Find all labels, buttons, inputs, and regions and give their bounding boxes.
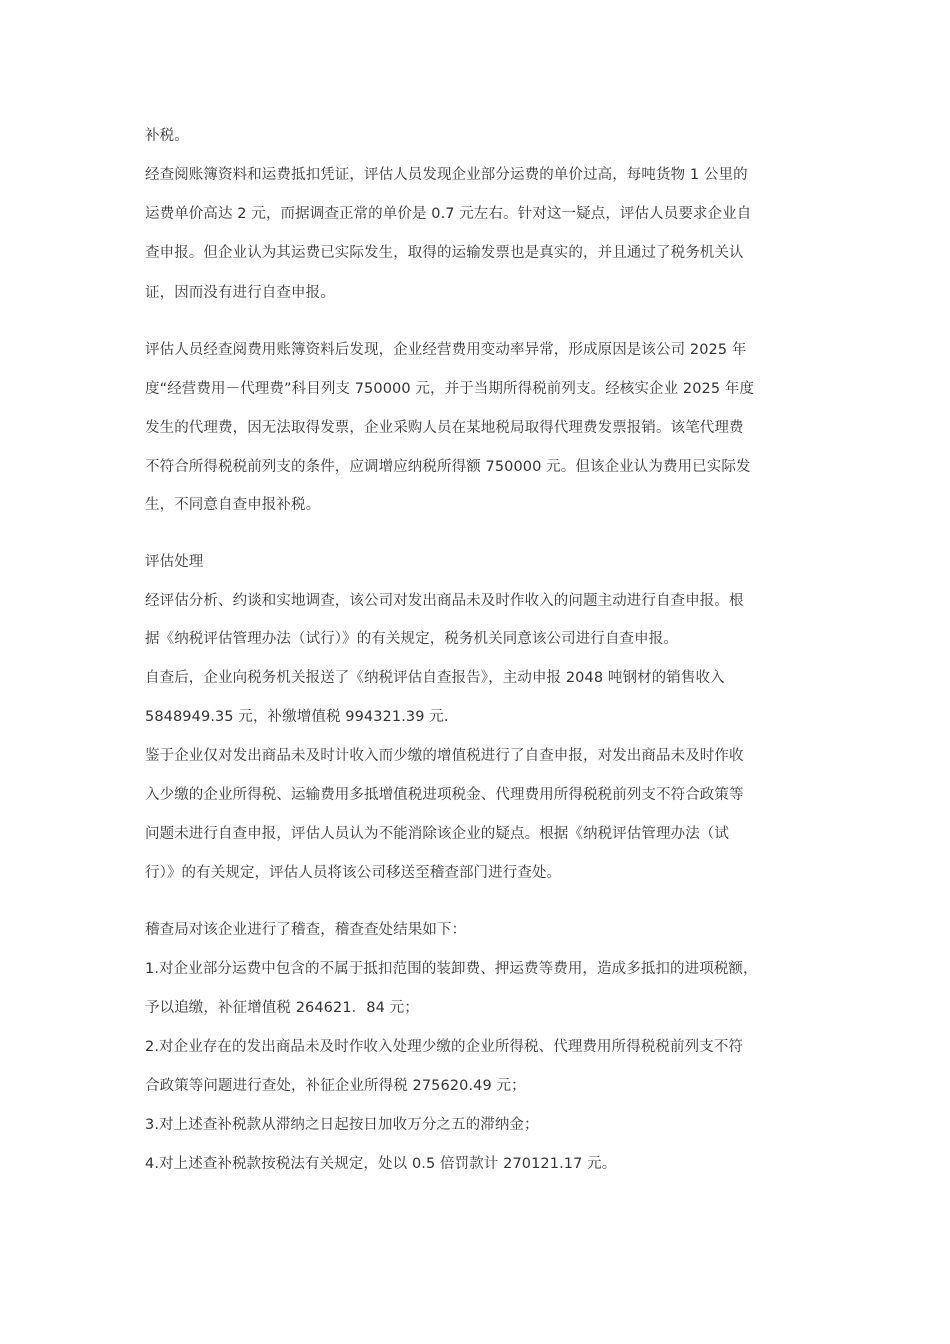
text-line: 自查后，企业向税务机关报送了《纳税评估自查报告》，主动申报 2048 吨钢材的销售收入 (145, 670, 725, 686)
list-item: 4.对上述查补税款按税法有关规定，处以 0.5 倍罚款计 270121.17 元。 (145, 1156, 617, 1172)
text-line: 5848949.35 元，补缴增值税 994321.39 元. (145, 709, 449, 725)
list-item: 1.对企业部分运费中包含的不属于抵扣范围的装卸费、押运费等费用，造成多抵扣的进项税额， (145, 961, 758, 977)
text-line: 度“经营费用－代理费”科目列支 750000 元，并于当期所得税前列支。经核实企业 2025 年度 (145, 381, 755, 397)
text-line: 不符合所得税税前列支的条件，应调增应纳税所得额 750000 元。但该企业认为费用已实际发 (145, 459, 751, 475)
text-line: 生，不同意自查申报补税。 (145, 497, 321, 513)
list-item: 2.对企业存在的发出商品未及时作收入处理少缴的企业所得税、代理费用所得税税前列支不符 (145, 1039, 744, 1055)
text-line: 鉴于企业仅对发出商品未及时计收入而少缴的增值税进行了自查申报，对发出商品未及时作收 (145, 748, 744, 764)
list-item: 3.对上述查补税款从滞纳之日起按日加收万分之五的滞纳金； (145, 1117, 539, 1133)
text-line: 补税。 (145, 128, 189, 144)
section-heading: 评估处理 (145, 554, 204, 570)
text-line: 问题未进行自查申报，评估人员认为不能消除该企业的疑点。根据《纳税评估管理办法（试 (145, 826, 729, 842)
text-line: 入少缴的企业所得税、运输费用多抵增值税进项税金、代理费用所得税税前列支不符合政策等 (145, 787, 744, 803)
text-line: 行）》的有关规定，评估人员将该公司移送至稽查部门进行查处。 (145, 865, 562, 881)
list-item-continued: 予以追缴，补征增值税 264621．84 元； (145, 1000, 419, 1016)
text-line: 证，因而没有进行自查申报。 (145, 285, 335, 301)
text-line: 评估人员经查阅费用账簿资料后发现，企业经营费用变动率异常，形成原因是该公司 2025 年 (145, 342, 747, 358)
text-line: 稽查局对该企业进行了稽查，稽查查处结果如下： (145, 922, 467, 938)
text-line: 经评估分析、约谈和实地调查，该公司对发出商品未及时作收入的问题主动进行自查申报。根 (145, 593, 744, 609)
text-line: 发生的代理费，因无法取得发票，企业采购人员在某地税局取得代理费发票报销。该笔代理费 (145, 420, 744, 436)
text-line: 查申报。但企业认为其运费已实际发生，取得的运输发票也是真实的，并且通过了税务机关认 (145, 245, 744, 261)
text-line: 据《纳税评估管理办法（试行）》的有关规定，税务机关同意该公司进行自查申报。 (145, 631, 678, 647)
text-line: 运费单价高达 2 元，而据调查正常的单价是 0.7 元左右。针对这一疑点，评估人员要求企业自 (145, 206, 752, 222)
text-line: 经查阅账簿资料和运费抵扣凭证，评估人员发现企业部分运费的单价过高，每吨货物 1 公里的 (145, 167, 748, 183)
list-item-continued: 合政策等问题进行查处，补征企业所得税 275620.49 元； (145, 1078, 526, 1094)
